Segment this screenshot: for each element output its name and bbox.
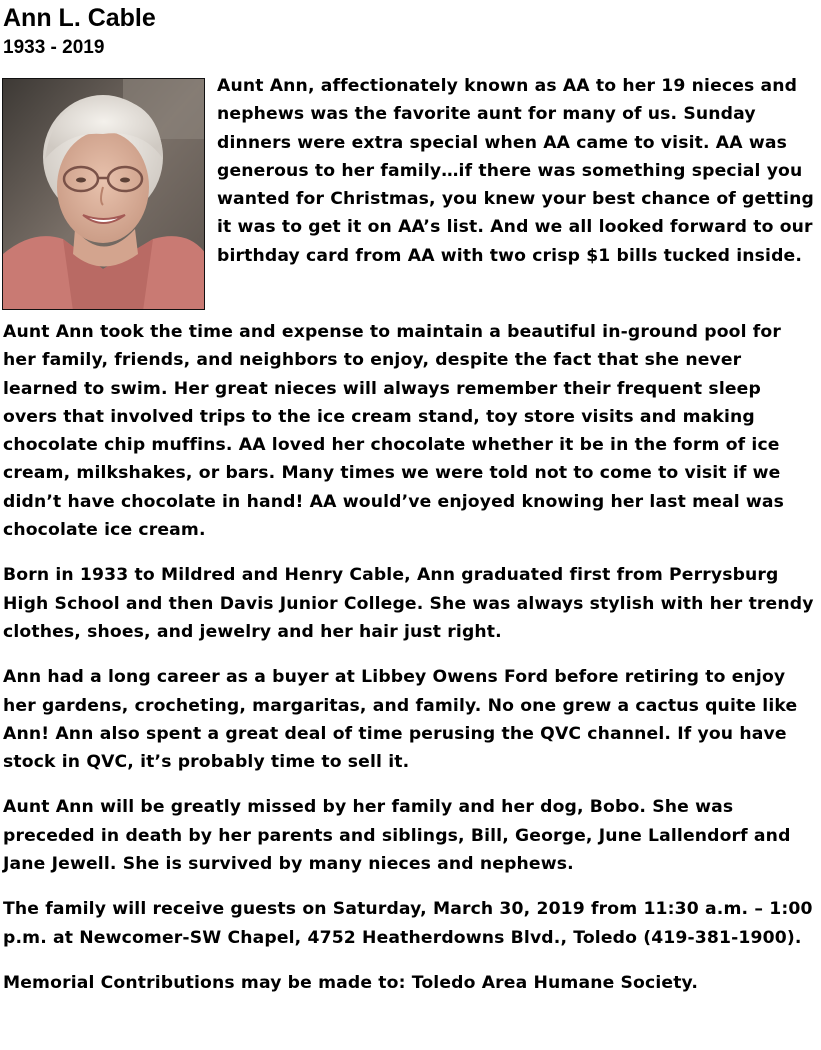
obituary-name: Ann L. Cable: [3, 4, 156, 32]
paragraph-visitation: The family will receive guests on Saturday, March 30, 2019 from 11:30 a.m. – 1:00 p.m. at Newcomer-SW Chapel, 4752 Heatherdowns Blvd., Toledo (419-381-1900).: [3, 899, 813, 948]
paragraph-born: Born in 1933 to Mildred and Henry Cable, Ann graduated first from Perrysburg High School and then Davis Junior College. She was always stylish with her trendy clothes, shoes, and jewelry and her hair just right.: [3, 565, 814, 642]
obituary-years: 1933 - 2019: [3, 37, 105, 58]
intro-section: [3, 78, 819, 312]
obituary-page: [3, 3, 819, 997]
intro-text: [217, 72, 819, 270]
paragraph-survived: Aunt Ann will be greatly missed by her family and her dog, Bobo. She was preceded in death by her parents and siblings, Bill, George, June Lallendorf and Jane Jewell. She is survived by many nieces and nephews.: [3, 797, 791, 875]
portrait-photo: [2, 78, 205, 310]
paragraph-pool: Aunt Ann took the time and expense to maintain a beautiful in-ground pool for her family, friends, and neighbors to enjoy, despite the fact that she never learned to swim. Her great nieces will always remember their frequent sleep overs that involved trips to the ice cream stand, toy store visits and making chocolate chip muffins. AA loved her chocolate whether it be in the form of ice cream, milkshakes, or bars. Many times we were told not to come to visit if we didn’t have chocolate in hand! AA would’ve enjoyed knowing her last meal was chocolate ice cream.: [3, 322, 785, 541]
paragraph-career: Ann had a long career as a buyer at Libbey Owens Ford before retiring to enjoy her gardens, crocheting, margaritas, and family. No one grew a cactus quite like Ann! Ann also spent a great deal of time perusing the QVC channel. If you have stock in QVC, it’s probably time to sell it.: [3, 667, 798, 773]
paragraph-memorial: Memorial Contributions may be made to: Toledo Area Humane Society.: [3, 972, 699, 993]
paragraph-intro: Aunt Ann, affectionately known as AA to her 19 nieces and nephews was the favorite aunt for many of us. Sunday dinners were extra special when AA came to visit. AA was generous to her family…if there was something special you wanted for Christmas, you knew your best chance of getting it was to get it on AA’s list. And we all looked forward to our birthday card from AA with two crisp $1 bills tucked inside.: [217, 76, 814, 266]
